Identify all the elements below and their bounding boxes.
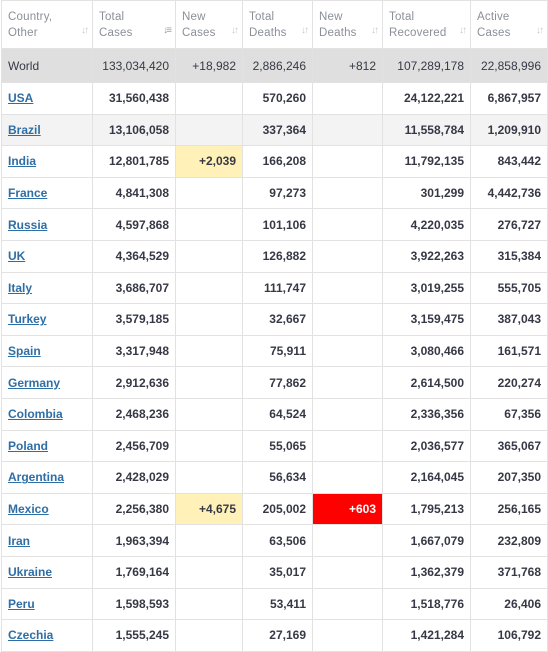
country-cell[interactable] bbox=[2, 620, 93, 652]
country-link[interactable]: Brazil bbox=[8, 122, 41, 137]
country-cell[interactable] bbox=[2, 556, 93, 588]
table-row bbox=[2, 272, 548, 304]
total-recovered-cell: 3,019,255 bbox=[383, 272, 471, 304]
country-cell[interactable] bbox=[2, 335, 93, 367]
country-link[interactable]: Argentina bbox=[8, 470, 65, 485]
new-cases-cell bbox=[176, 272, 243, 304]
sort-updown-icon[interactable]: ↓↑ bbox=[371, 25, 377, 36]
column-header-label-line1: Active bbox=[477, 10, 510, 23]
new-deaths-cell: +812 bbox=[313, 49, 383, 83]
total-deaths-cell: 63,506 bbox=[243, 525, 313, 557]
column-header-label-line2: Other bbox=[8, 26, 38, 39]
new-deaths-cell bbox=[313, 556, 383, 588]
total-recovered-cell: 2,036,577 bbox=[383, 430, 471, 462]
total-recovered-cell: 4,220,035 bbox=[383, 209, 471, 241]
active-cases-cell: 106,792 bbox=[471, 620, 548, 652]
column-header-label-line2: Cases bbox=[182, 26, 216, 39]
active-cases-cell: 276,727 bbox=[471, 209, 548, 241]
country-cell: World bbox=[2, 49, 93, 83]
new-deaths-cell bbox=[313, 177, 383, 209]
new-cases-cell: +4,675 bbox=[176, 493, 243, 525]
new-cases-cell bbox=[176, 620, 243, 652]
new-cases-cell bbox=[176, 240, 243, 272]
column-header-total-cases[interactable] bbox=[93, 1, 176, 49]
country-link[interactable]: Mexico bbox=[8, 502, 49, 517]
new-deaths-cell bbox=[313, 525, 383, 557]
country-cell[interactable] bbox=[2, 209, 93, 241]
new-cases-cell bbox=[176, 367, 243, 399]
total-recovered-cell: 2,614,500 bbox=[383, 367, 471, 399]
header-row bbox=[2, 1, 548, 49]
new-cases-cell bbox=[176, 398, 243, 430]
total-cases-cell: 2,912,636 bbox=[93, 367, 176, 399]
new-deaths-cell bbox=[313, 304, 383, 336]
total-deaths-cell: 27,169 bbox=[243, 620, 313, 652]
total-recovered-cell: 301,299 bbox=[383, 177, 471, 209]
column-header-new-deaths[interactable] bbox=[313, 1, 383, 49]
column-header-label-line1: Total bbox=[99, 10, 125, 23]
new-cases-cell bbox=[176, 304, 243, 336]
active-cases-cell: 315,384 bbox=[471, 240, 548, 272]
total-recovered-cell: 1,795,213 bbox=[383, 493, 471, 525]
active-cases-cell: 256,165 bbox=[471, 493, 548, 525]
total-cases-cell: 2,256,380 bbox=[93, 493, 176, 525]
total-deaths-cell: 35,017 bbox=[243, 556, 313, 588]
country-link[interactable]: India bbox=[8, 154, 37, 169]
total-recovered-cell: 1,362,379 bbox=[383, 556, 471, 588]
country-link[interactable]: Iran bbox=[8, 533, 31, 548]
total-deaths-cell: 53,411 bbox=[243, 588, 313, 620]
table-row bbox=[2, 240, 548, 272]
column-header-total-recovered[interactable] bbox=[383, 1, 471, 49]
table-row bbox=[2, 398, 548, 430]
total-recovered-cell: 107,289,178 bbox=[383, 49, 471, 83]
new-cases-cell bbox=[176, 430, 243, 462]
total-recovered-cell: 3,159,475 bbox=[383, 304, 471, 336]
country-cell[interactable] bbox=[2, 146, 93, 178]
new-cases-cell bbox=[176, 177, 243, 209]
new-deaths-cell bbox=[313, 367, 383, 399]
total-cases-cell: 12,801,785 bbox=[93, 146, 176, 178]
country-link[interactable]: Germany bbox=[8, 375, 61, 390]
country-cell[interactable] bbox=[2, 493, 93, 525]
country-link[interactable]: USA bbox=[8, 91, 34, 106]
sort-desc-icon[interactable]: ↓≡ bbox=[163, 25, 170, 36]
total-deaths-cell: 32,667 bbox=[243, 304, 313, 336]
column-header-label-line1: Total bbox=[389, 10, 415, 23]
active-cases-cell: 843,442 bbox=[471, 146, 548, 178]
new-deaths-cell bbox=[313, 335, 383, 367]
country-cell[interactable] bbox=[2, 272, 93, 304]
active-cases-cell: 26,406 bbox=[471, 588, 548, 620]
total-cases-cell: 2,456,709 bbox=[93, 430, 176, 462]
column-header-label-line2: Deaths bbox=[249, 26, 287, 39]
total-deaths-cell: 126,882 bbox=[243, 240, 313, 272]
country-cell[interactable] bbox=[2, 367, 93, 399]
total-recovered-cell: 2,336,356 bbox=[383, 398, 471, 430]
total-recovered-cell: 1,421,284 bbox=[383, 620, 471, 652]
new-cases-cell bbox=[176, 114, 243, 146]
total-deaths-cell: 570,260 bbox=[243, 83, 313, 115]
sort-updown-icon[interactable]: ↓↑ bbox=[459, 25, 465, 36]
total-deaths-cell: 77,862 bbox=[243, 367, 313, 399]
total-recovered-cell: 3,080,466 bbox=[383, 335, 471, 367]
total-cases-cell: 4,841,308 bbox=[93, 177, 176, 209]
total-recovered-cell: 11,558,784 bbox=[383, 114, 471, 146]
country-cell[interactable] bbox=[2, 462, 93, 494]
new-cases-cell bbox=[176, 462, 243, 494]
table-row bbox=[2, 209, 548, 241]
active-cases-cell: 555,705 bbox=[471, 272, 548, 304]
total-cases-cell: 2,428,029 bbox=[93, 462, 176, 494]
total-recovered-cell: 1,518,776 bbox=[383, 588, 471, 620]
new-cases-cell bbox=[176, 209, 243, 241]
total-deaths-cell: 56,634 bbox=[243, 462, 313, 494]
total-deaths-cell: 75,911 bbox=[243, 335, 313, 367]
total-cases-cell: 31,560,438 bbox=[93, 83, 176, 115]
total-cases-cell: 1,769,164 bbox=[93, 556, 176, 588]
column-header-label-line1: New bbox=[182, 10, 206, 23]
new-deaths-cell bbox=[313, 83, 383, 115]
new-cases-cell bbox=[176, 335, 243, 367]
total-deaths-cell: 205,002 bbox=[243, 493, 313, 525]
country-link[interactable]: Ukraine bbox=[8, 565, 53, 580]
active-cases-cell: 232,809 bbox=[471, 525, 548, 557]
sort-updown-icon[interactable]: ↓↑ bbox=[301, 25, 307, 36]
new-deaths-cell bbox=[313, 620, 383, 652]
new-deaths-cell bbox=[313, 209, 383, 241]
country-link[interactable]: Colombia bbox=[8, 407, 63, 422]
new-deaths-cell: +603 bbox=[313, 493, 383, 525]
active-cases-cell: 371,768 bbox=[471, 556, 548, 588]
column-header-country[interactable] bbox=[2, 1, 93, 49]
total-cases-cell: 1,555,245 bbox=[93, 620, 176, 652]
new-cases-cell bbox=[176, 83, 243, 115]
new-cases-cell bbox=[176, 525, 243, 557]
table-row bbox=[2, 304, 548, 336]
total-deaths-cell: 55,065 bbox=[243, 430, 313, 462]
total-cases-cell: 133,034,420 bbox=[93, 49, 176, 83]
table-row bbox=[2, 146, 548, 178]
sort-updown-icon[interactable]: ↓↑ bbox=[81, 25, 87, 36]
new-deaths-cell bbox=[313, 272, 383, 304]
country-link[interactable]: Italy bbox=[8, 280, 33, 295]
country-link[interactable]: Czechia bbox=[8, 628, 54, 643]
table-row bbox=[2, 620, 548, 652]
country-link[interactable]: Turkey bbox=[8, 312, 47, 327]
active-cases-cell: 6,867,957 bbox=[471, 83, 548, 115]
new-cases-cell: +18,982 bbox=[176, 49, 243, 83]
active-cases-cell: 161,571 bbox=[471, 335, 548, 367]
total-deaths-cell: 166,208 bbox=[243, 146, 313, 178]
total-recovered-cell: 24,122,221 bbox=[383, 83, 471, 115]
country-cell[interactable] bbox=[2, 114, 93, 146]
new-deaths-cell bbox=[313, 398, 383, 430]
country-cell[interactable] bbox=[2, 398, 93, 430]
total-deaths-cell: 2,886,246 bbox=[243, 49, 313, 83]
country-cell[interactable] bbox=[2, 83, 93, 115]
column-header-new-cases[interactable] bbox=[176, 1, 243, 49]
new-deaths-cell bbox=[313, 462, 383, 494]
table-row bbox=[2, 367, 548, 399]
active-cases-cell: 220,274 bbox=[471, 367, 548, 399]
country-link[interactable]: UK bbox=[8, 249, 26, 264]
column-header-label-line2: Recovered bbox=[389, 26, 447, 39]
country-cell[interactable] bbox=[2, 588, 93, 620]
country-cell[interactable] bbox=[2, 525, 93, 557]
new-deaths-cell bbox=[313, 240, 383, 272]
total-cases-cell: 2,468,236 bbox=[93, 398, 176, 430]
table-row bbox=[2, 556, 548, 588]
total-deaths-cell: 101,106 bbox=[243, 209, 313, 241]
total-deaths-cell: 97,273 bbox=[243, 177, 313, 209]
new-cases-cell bbox=[176, 556, 243, 588]
new-deaths-cell bbox=[313, 114, 383, 146]
covid-stats-table bbox=[1, 0, 548, 652]
table-row bbox=[2, 335, 548, 367]
country-link[interactable]: Peru bbox=[8, 596, 35, 611]
total-cases-cell: 4,597,868 bbox=[93, 209, 176, 241]
column-header-label-line1: Total bbox=[249, 10, 275, 23]
country-link[interactable]: Poland bbox=[8, 438, 49, 453]
total-recovered-cell: 1,667,079 bbox=[383, 525, 471, 557]
total-cases-cell: 4,364,529 bbox=[93, 240, 176, 272]
table-row bbox=[2, 83, 548, 115]
column-header-label-line2: Cases bbox=[477, 26, 511, 39]
column-header-total-deaths[interactable] bbox=[243, 1, 313, 49]
total-recovered-cell: 11,792,135 bbox=[383, 146, 471, 178]
total-deaths-cell: 64,524 bbox=[243, 398, 313, 430]
sort-updown-icon[interactable]: ↓↑ bbox=[231, 25, 237, 36]
country-cell[interactable] bbox=[2, 177, 93, 209]
table-row bbox=[2, 114, 548, 146]
new-deaths-cell bbox=[313, 146, 383, 178]
column-header-label-line2: Deaths bbox=[319, 26, 357, 39]
new-deaths-cell bbox=[313, 430, 383, 462]
total-cases-cell: 1,963,394 bbox=[93, 525, 176, 557]
country-cell[interactable] bbox=[2, 304, 93, 336]
table-row bbox=[2, 588, 548, 620]
table-body bbox=[2, 49, 548, 652]
table-row bbox=[2, 177, 548, 209]
active-cases-cell: 22,858,996 bbox=[471, 49, 548, 83]
table-row bbox=[2, 430, 548, 462]
new-cases-cell: +2,039 bbox=[176, 146, 243, 178]
total-cases-cell: 13,106,058 bbox=[93, 114, 176, 146]
column-header-label-line1: New bbox=[319, 10, 343, 23]
active-cases-cell: 67,356 bbox=[471, 398, 548, 430]
country-link[interactable]: France bbox=[8, 186, 48, 201]
column-header-active-cases[interactable] bbox=[471, 1, 548, 49]
column-header-label-line1: Country, bbox=[8, 10, 53, 23]
total-cases-cell: 3,579,185 bbox=[93, 304, 176, 336]
total-deaths-cell: 337,364 bbox=[243, 114, 313, 146]
table-row bbox=[2, 525, 548, 557]
world-row bbox=[2, 49, 548, 83]
active-cases-cell: 1,209,910 bbox=[471, 114, 548, 146]
new-deaths-cell bbox=[313, 588, 383, 620]
column-header-label-line2: Cases bbox=[99, 26, 133, 39]
total-cases-cell: 3,686,707 bbox=[93, 272, 176, 304]
new-cases-cell bbox=[176, 588, 243, 620]
country-link[interactable]: Russia bbox=[8, 217, 48, 232]
total-cases-cell: 1,598,593 bbox=[93, 588, 176, 620]
table-row bbox=[2, 462, 548, 494]
table-row bbox=[2, 493, 548, 525]
country-cell[interactable] bbox=[2, 240, 93, 272]
active-cases-cell: 365,067 bbox=[471, 430, 548, 462]
active-cases-cell: 207,350 bbox=[471, 462, 548, 494]
active-cases-cell: 4,442,736 bbox=[471, 177, 548, 209]
country-link[interactable]: Spain bbox=[8, 344, 41, 359]
total-cases-cell: 3,317,948 bbox=[93, 335, 176, 367]
active-cases-cell: 387,043 bbox=[471, 304, 548, 336]
sort-updown-icon[interactable]: ↓↑ bbox=[536, 25, 542, 36]
total-recovered-cell: 3,922,263 bbox=[383, 240, 471, 272]
country-cell[interactable] bbox=[2, 430, 93, 462]
total-recovered-cell: 2,164,045 bbox=[383, 462, 471, 494]
total-deaths-cell: 111,747 bbox=[243, 272, 313, 304]
